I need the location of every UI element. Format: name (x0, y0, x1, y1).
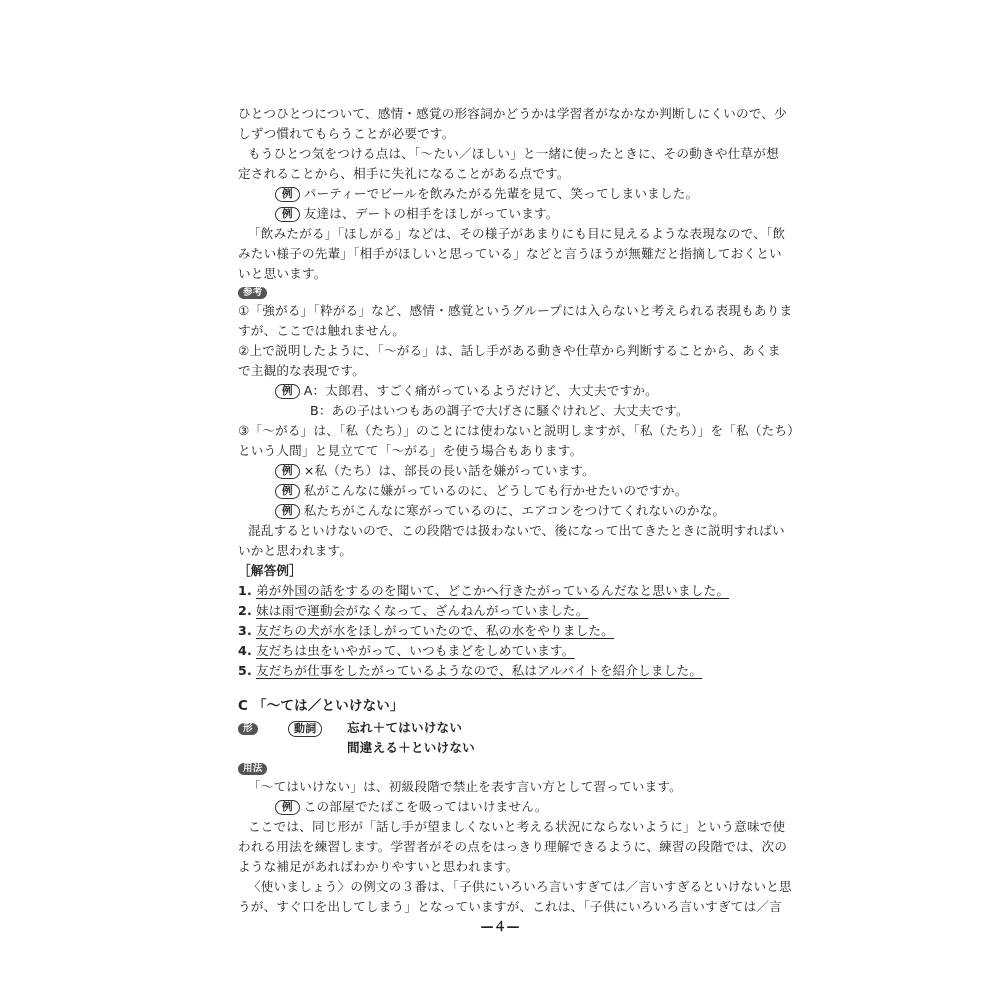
answer-number: 5. (238, 663, 252, 678)
text-line: ような補足があればわかりやすいと思われます。 (238, 859, 519, 874)
answer-text: 妹は雨で運動会がなくなって、ざんねんがっていました。 (256, 603, 589, 618)
text-line: うが、すぐ口を出してしまう」となっていますが、これは、「子供にいろいろ言いすぎては／言 (238, 899, 782, 914)
example-text: ×私（たち）は、部長の長い話を嫌がっています。 (303, 463, 595, 478)
answer-text: 友だちの犬が水をほしがっていたので、私の水をやりました。 (256, 623, 614, 638)
text-line: しずつ慣れてもらうことが必要です。 (238, 126, 455, 141)
form-text: 忘れ＋てはいけない (347, 720, 463, 735)
answer-number: 2. (238, 603, 252, 618)
example-badge: 例 (275, 504, 300, 519)
example-line (275, 482, 688, 500)
answer-text: 友だちは虫をいやがって、いつもまどをしめています。 (256, 643, 575, 658)
text-line: われる用法を練習します。学習者がその点をはっきり理解できるように、練習の段階では、次の (238, 839, 788, 854)
answer-number: 1. (238, 583, 252, 598)
text-line: 「〜てはいけない」は、初級段階で禁止を表す言い方として習っています。 (248, 779, 682, 794)
example-line (275, 798, 548, 816)
text-line: もうひとつ気をつける点は、「〜たい／ほしい」と一緒に使ったときに、その動きや仕草が想 (248, 146, 779, 161)
answer-item (238, 662, 702, 680)
text-line: みたい様子の先輩」「相手がほしいと思っている」などと言うほうが無難だと指摘しておくとい (238, 246, 782, 261)
text-line: すが、ここでは触れません。 (238, 323, 406, 338)
example-line (275, 185, 698, 203)
example-text: A：太郎君、すごく痛がっているようだけど、大丈夫ですか。 (303, 383, 658, 398)
verb-tag: 動詞 (288, 721, 322, 737)
text-line: ③「〜がる」は、「私（たち）」のことには使わないと説明しますが、「私（たち）」を「私（たち） (238, 423, 801, 438)
answer-text: 友だちが仕事をしたがっているようなので、私はアルバイトを紹介しました。 (256, 663, 703, 678)
form-tag: 形 (238, 723, 258, 735)
text-line: ひとつひとつについて、感情・感覚の形容詞かどうかは学習者がなかなか判断しにくいので、少 (238, 106, 787, 121)
reference-tag: 参考 (238, 287, 267, 299)
answer-number: 4. (238, 643, 252, 658)
answer-item (238, 602, 588, 620)
example-line (275, 205, 559, 223)
example-text: 私たちがこんなに寒がっているのに、エアコンをつけてくれないのかな。 (303, 503, 726, 518)
answer-item (238, 622, 614, 640)
answers-heading: ［解答例］ (238, 563, 302, 578)
example-text: パーティーでビールを飲みたがる先輩を見て、笑ってしまいました。 (303, 186, 699, 201)
answer-item (238, 642, 575, 660)
example-badge: 例 (275, 187, 300, 202)
example-text: 私がこんなに嫌がっているのに、どうしても行かせたいのですか。 (303, 483, 688, 498)
usage-tag-line (238, 759, 267, 777)
reference-tag-line (238, 283, 267, 301)
text-line: ここでは、同じ形が「話し手が望ましくないと考える状況にならないように」という意味で使 (248, 819, 786, 834)
text-line: ②上で説明したように、「〜がる」は、話し手がある動きや仕草から判断することから、あくま (238, 343, 781, 358)
text-line: で主観的な表現です。 (238, 363, 365, 378)
text-line: 定されることから、相手に失礼になることがある点です。 (238, 166, 570, 181)
example-text: この部屋でたばこを吸ってはいけません。 (303, 799, 548, 814)
example-text: B：あの子はいつもあの調子で大げさに騒ぐけれど、大丈夫です。 (310, 403, 689, 418)
form-line (238, 719, 258, 737)
answer-number: 3. (238, 623, 252, 638)
text-line: ①「強がる」「粋がる」など、感情・感覚というグループには入らないと考えられる表現もありま (238, 303, 793, 318)
answer-item (238, 582, 729, 600)
text-line: 混乱するといけないので、この段階では扱わないで、後になって出てきたときに説明すればい (248, 523, 785, 538)
example-line (275, 382, 658, 400)
answer-text: 弟が外国の話をするのを聞いて、どこかへ行きたがっているんだなと思いました。 (256, 583, 730, 598)
text-line: という人間」と見立てて「〜がる」を使う場合もあります。 (238, 443, 583, 458)
verb-badge (288, 719, 322, 737)
example-badge: 例 (275, 484, 300, 499)
example-line (275, 462, 595, 480)
example-badge: 例 (275, 207, 300, 222)
text-line: いかと思われます。 (238, 543, 353, 558)
section-heading: C 「〜ては／といけない」 (238, 698, 404, 714)
example-badge: 例 (275, 464, 300, 479)
page-number: —４— (480, 920, 520, 935)
text-line: 〈使いましょう〉の例文の３番は、「子供にいろいろ言いすぎては／言いすぎるといけないと思 (248, 879, 792, 894)
text-line: 「飲みたがる」「ほしがる」などは、その様子があまりにも目に見えるような表現なので、「飲 (248, 226, 786, 241)
example-line (275, 502, 725, 520)
form-text: 間違える＋といけない (347, 740, 475, 755)
example-text: 友達は、デートの相手をほしがっています。 (303, 206, 559, 221)
usage-tag: 用法 (238, 763, 267, 775)
example-badge: 例 (275, 800, 300, 815)
text-line: いと思います。 (238, 266, 327, 281)
example-badge: 例 (275, 384, 300, 399)
